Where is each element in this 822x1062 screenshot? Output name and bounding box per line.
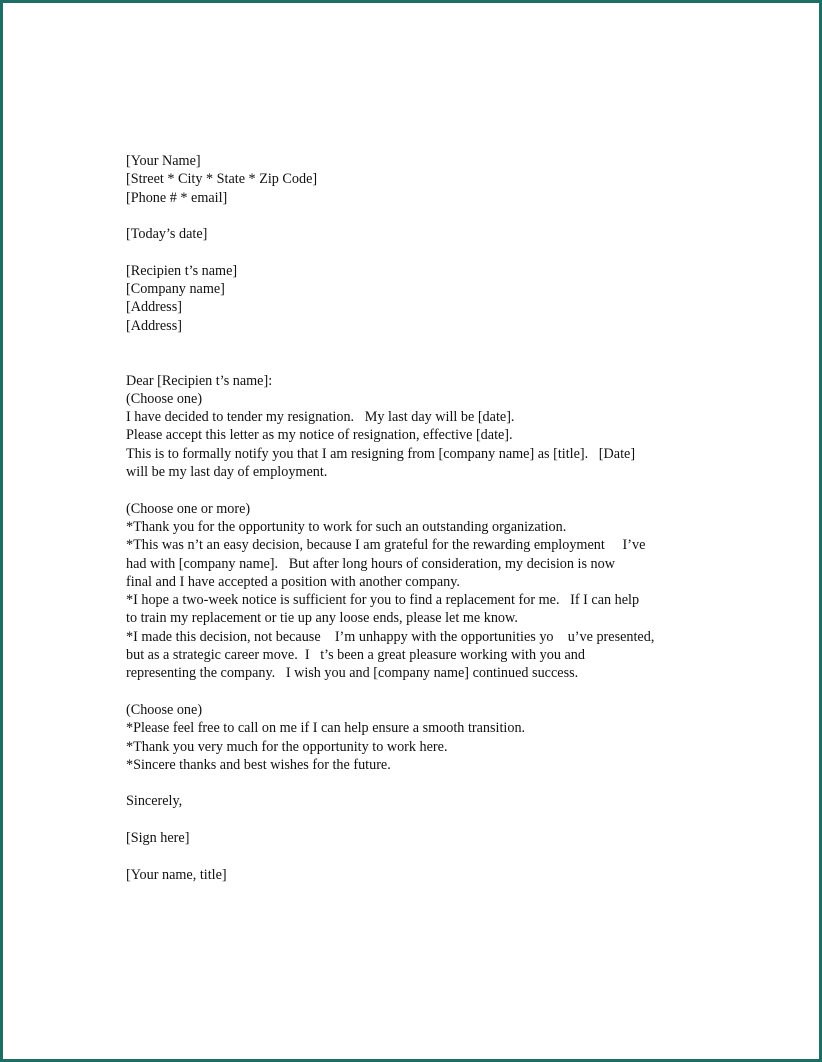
- closing: Sincerely,: [126, 793, 183, 810]
- section-1-line: will be my last day of employment.: [126, 464, 328, 481]
- signoff-name: [Your name, title]: [126, 866, 227, 883]
- recipient-address-2: [Address]: [126, 317, 182, 334]
- section-3-line: *Please feel free to call on me if I can help ensure a smooth transition.: [126, 720, 526, 737]
- section-1-line: I have decided to tender my resignation. My last day will be [date].: [126, 409, 515, 426]
- sender-contact: [Phone # * email]: [126, 189, 228, 206]
- section-1-label: (Choose one): [126, 390, 203, 407]
- section-1-line: Please accept this letter as my notice of resignation, effective [date].: [126, 427, 513, 444]
- section-2-line: *This was n’t an easy decision, because I am grateful for the rewarding employment I’ve: [126, 537, 646, 554]
- signature-placeholder: [Sign here]: [126, 829, 190, 846]
- section-2-line: *I hope a two-week notice is sufficient for you to find a replacement for me. If I can help: [126, 592, 640, 609]
- section-1-line: This is to formally notify you that I am resigning from [company name] as [title]. [Date]: [126, 445, 636, 462]
- salutation: Dear [Recipien t’s name]:: [126, 372, 273, 389]
- recipient-address-1: [Address]: [126, 299, 182, 316]
- section-2-line: final and I have accepted a position with another company.: [126, 573, 460, 590]
- section-3-line: *Thank you very much for the opportunity to work here.: [126, 738, 448, 755]
- section-2-line: but as a strategic career move. I t’s been a great pleasure working with you and: [126, 647, 585, 664]
- section-2-label: (Choose one or more): [126, 500, 251, 517]
- recipient-name: [Recipien t’s name]: [126, 262, 238, 279]
- section-2-line: *Thank you for the opportunity to work for such an outstanding organization.: [126, 518, 567, 535]
- section-2-line: representing the company. I wish you and [company name] continued success.: [126, 665, 579, 682]
- section-3-line: *Sincere thanks and best wishes for the future.: [126, 756, 391, 773]
- section-2-line: *I made this decision, not because I’m unhappy with the opportunities yo u’ve presented,: [126, 628, 655, 645]
- section-2-line: to train my replacement or tie up any loose ends, please let me know.: [126, 610, 518, 627]
- letter-date: [Today’s date]: [126, 226, 208, 243]
- sender-name: [Your Name]: [126, 153, 201, 169]
- section-3-label: (Choose one): [126, 701, 203, 718]
- letter-body: [126, 152, 706, 884]
- section-2-line: had with [company name]. But after long hours of consideration, my decision is now: [126, 555, 615, 572]
- sender-street: [Street * City * State * Zip Code]: [126, 171, 318, 188]
- recipient-company: [Company name]: [126, 281, 225, 298]
